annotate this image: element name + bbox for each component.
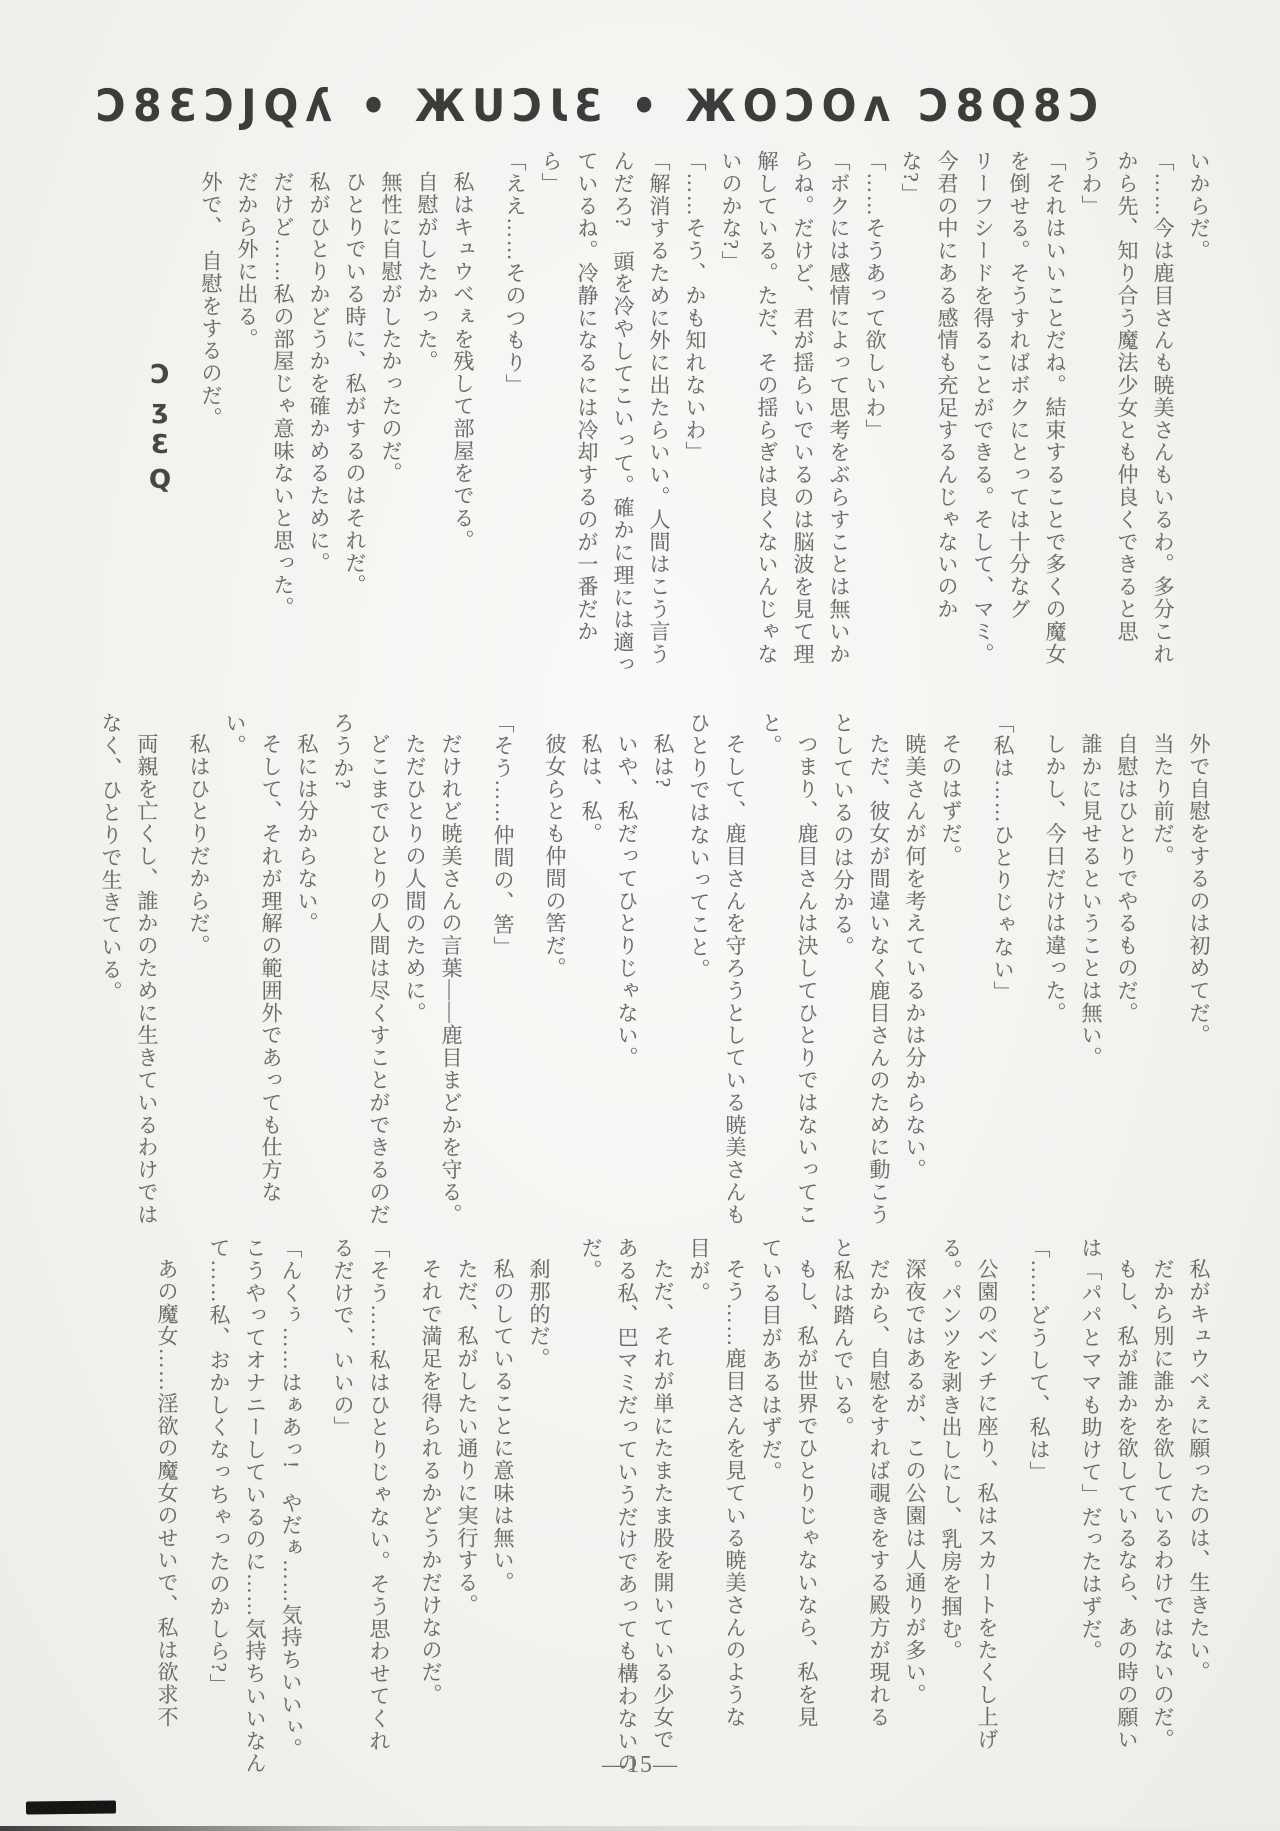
text-column: から先、知り合う魔法少女とも仲良くできると思 [1115,150,1139,643]
text-column: 解している。ただ、その揺らぎは良くないんじゃな [755,150,779,666]
text-column: ある私、巴マミだっていうだけであっても構わないの [615,1237,639,1775]
text-column: いや、私だってひとりじゃない。 [615,733,639,1069]
text-column: ひとりでいる時に、私がするのはそれだ。 [343,171,367,597]
text-column: ら」 [539,150,563,195]
text-column: 私は、私。 [579,733,603,845]
text-column: もし、私が誰かを欲しているなら、あの時の願い [1115,1258,1139,1751]
text-column: んだろ? 頭を冷やしてこいって。確かに理には適っ [611,150,635,676]
text-column: としているのは分かる。 [831,712,855,959]
text-column: い。 [223,712,247,757]
text-column: と私は踏んでいる。 [831,1237,855,1439]
text-column: いからだ。 [1187,150,1211,262]
text-column: あの魔女……淫欲の魔女のせいで、私は欲求不 [155,1258,179,1729]
text-column: つまり、鹿目さんは決してひとりではないってこ [795,733,819,1226]
text-column: 彼女らとも仲間の筈だ。 [543,733,567,980]
scan-artifact [26,1801,116,1815]
text-column: 暁美さんが何を考えているかは分からない。 [903,733,927,1181]
text-column: と。 [759,712,783,757]
text-column: そのはずだ。 [939,733,963,868]
text-column: 深夜ではあるが、この公園は人通りが多い。 [903,1258,927,1706]
text-column: ただ、私がしたい通りに実行する。 [455,1258,479,1617]
text-column: ただ、彼女が間違いなく鹿目さんのために動こう [867,733,891,1226]
text-column: なく、ひとりで生きている。 [99,712,123,1004]
text-column: だ。 [579,1237,603,1282]
text-column: ひとりではないってこと。 [687,712,711,981]
text-column: 「そう……仲間の、筈」 [491,712,515,959]
text-column: だけれど暁美さんの言葉――鹿目まどかを守る。 [439,733,463,1226]
text-column: 「……どうして、私は」 [1027,1237,1051,1484]
text-column: 誰かに見せるということは無い。 [1079,733,1103,1069]
text-row-1 [143,150,1217,710]
text-column: リーフシードを得ることができる。そして、マミ。 [971,150,995,666]
text-column: 当たり前だ。 [1151,733,1175,868]
text-column: だから外に出る。 [235,171,259,351]
text-column: る。パンツを剥き出しにし、乳房を掴む。 [939,1237,963,1663]
scan-edge-artifact [0,1826,1280,1831]
text-column: 私のしていることに意味は無い。 [491,1258,515,1594]
text-column: 公園のベンチに座り、私はスカートをたくし上げ [975,1258,999,1751]
text-column: だから、自慰をすれば覗きをする殿方が現れる [867,1258,891,1729]
text-column: いのかな?」 [719,150,743,273]
text-column: らね。だけど、君が揺らいでいるのは脳波を見て理 [791,150,815,666]
text-column: もし、私が世界でひとりじゃないなら、私を見 [795,1258,819,1729]
text-column: 目が。 [687,1237,711,1305]
text-column: 「……今は鹿目さんも暁美さんもいるわ。多分これ [1151,150,1175,666]
text-column: ているね。冷静になるには冷却するのが一番だか [575,150,599,643]
text-column: 自慰がしたかった。 [415,171,439,373]
text-column: 「ええ……そのつもり」 [503,150,527,397]
text-row-3 [149,1237,1217,1792]
text-column: 「それはいいことだね。結束することで多くの魔女 [1043,150,1067,666]
text-column: 刹那的だ。 [527,1258,551,1370]
text-column: 「んくぅ……はぁあっ! やだぁ……気持ちいいぃ。 [279,1237,303,1761]
text-column: 無性に自慰がしたかったのだ。 [379,171,403,485]
text-column: そして、それが理解の範囲外であっても仕方な [259,733,283,1204]
text-column: ただ、それが単にたまたま股を開いている少女で [651,1258,675,1751]
text-column: 「……そうあって欲しいわ」 [863,150,887,442]
title-runes: Ɔ8ƐƆJQʎ • ЖUƆƖƐ • ЖOƆOʌ Ɔ8Q8Ɔ [96,80,1106,132]
text-column: 「ボクには感情によって思考をぶらすことは無いか [827,150,851,666]
text-row-2 [93,712,1217,1247]
text-column: どこまでひとりの人間は尽くすことができるのだ [367,733,391,1226]
text-column: それで満足を得られるかどうかだけなのだ。 [419,1258,443,1706]
text-column: だけど……私の部屋じゃ意味ないと思った。 [271,171,295,619]
text-column: 「……そう、かも知れないわ」 [683,150,707,464]
text-column: 私は? [651,733,675,789]
text-column: 「解消するために外に出たらいい。人間はこう言う [647,150,671,666]
text-column: な?」 [899,150,923,206]
text-column: 両親を亡くし、誰かのために生きているわけでは [135,733,159,1226]
page-number: —15— [602,1752,678,1778]
text-column: 私はキュウべぇを残して部屋をでる。 [451,171,475,552]
ornament-runes: ƆʒƐQ [145,360,175,500]
text-column: 外で自慰をするのは初めてだ。 [1187,733,1211,1047]
text-column: は「パパとママも助けて」だったはずだ。 [1079,1237,1103,1663]
text-column: 私には分からない。 [295,733,319,935]
text-column: しかし、今日だけは違った。 [1043,733,1067,1025]
text-column: こうやってオナニーしているのに……気持ちいいなん [243,1237,267,1775]
text-column: るだけで、いいの」 [331,1237,355,1439]
text-column: ろうか? [331,712,355,790]
text-column: て……私、おかしくなっちゃったのかしら?」 [207,1237,231,1696]
text-column: だから別に誰かを欲しているわけではないのだ。 [1151,1258,1175,1751]
text-column: 「そう……私はひとりじゃない。そう思わせてくれ [367,1237,391,1753]
text-column: ている目があるはずだ。 [759,1237,783,1484]
text-column: 私はひとりだからだ。 [187,733,211,957]
text-column: 今君の中にある感情も充足するんじゃないのか [935,150,959,621]
text-column: うわ」 [1079,150,1103,218]
text-column: 外で、 自慰をするのだ。 [199,171,223,430]
text-column: 私がひとりかどうかを確かめるために。 [307,171,331,575]
text-column: 「私は……ひとりじゃない」 [991,712,1015,1004]
text-column: 自慰はひとりでやるものだ。 [1115,733,1139,1025]
text-column: そして、鹿目さんを守ろうとしている暁美さんも [723,733,747,1226]
text-column: ただひとりの人間のために。 [403,733,427,1025]
text-column: を倒せる。そうすればボクにとっては十分なグ [1007,150,1031,621]
text-column: そう……鹿目さんを見ている暁美さんのような [723,1258,747,1729]
text-column: 私がキュウべぇに願ったのは、生きたい。 [1187,1258,1211,1684]
